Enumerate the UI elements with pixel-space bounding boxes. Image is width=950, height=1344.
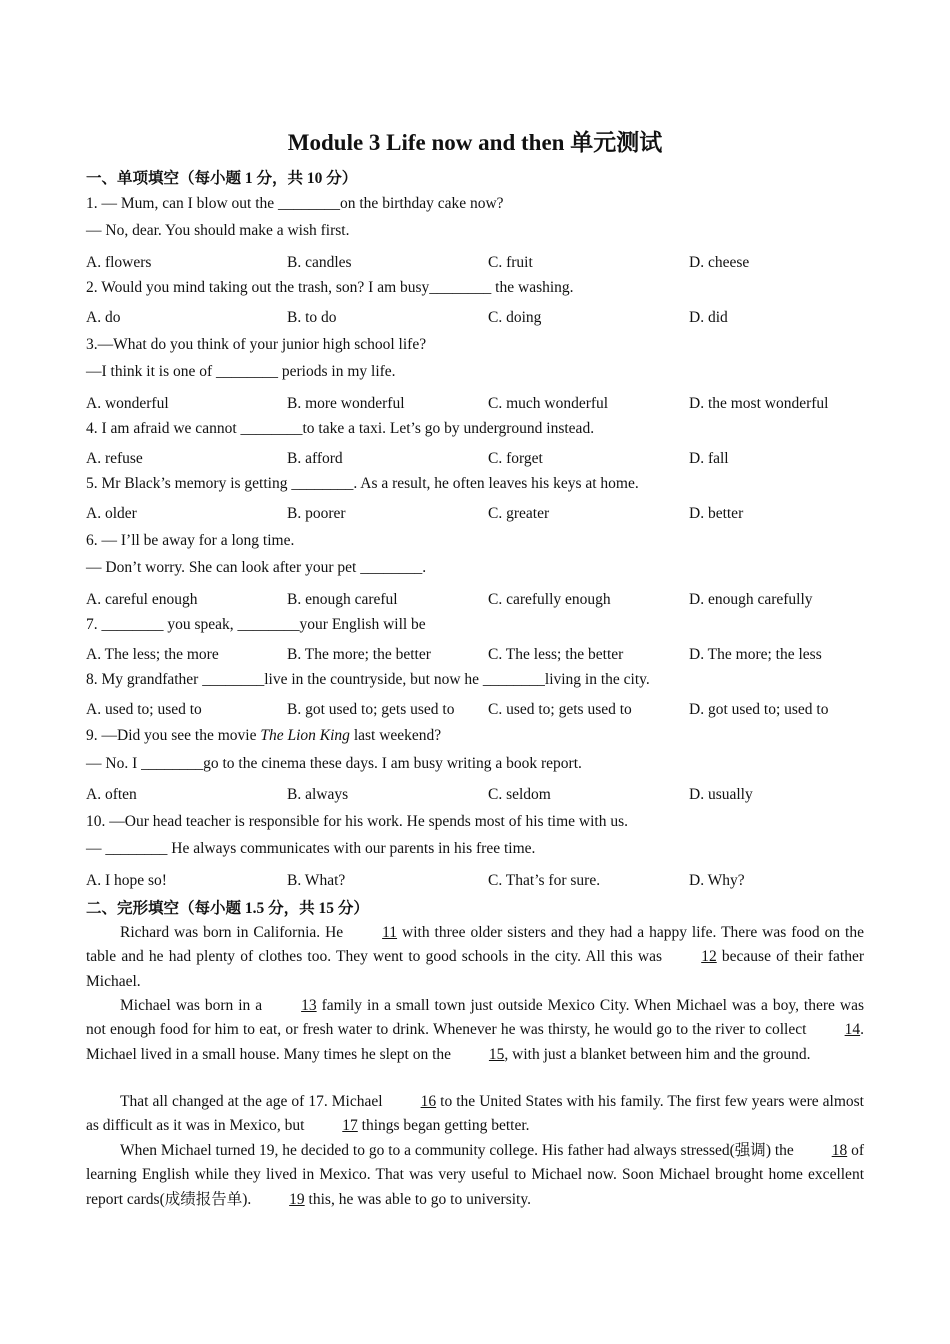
option-d: D. did: [689, 309, 728, 326]
option-c: C. carefully enough: [488, 591, 611, 608]
paragraph-text: That all changed at the age of 17. Michael: [120, 1093, 387, 1110]
blank-13: 13: [301, 997, 317, 1014]
question-3-line-2: —I think it is one of ________ periods in my life.: [86, 363, 396, 380]
blank-17: 17: [342, 1117, 358, 1135]
option-d: D. fall: [689, 450, 729, 467]
paragraph-text: to the United States with his family. The first few years were almost as difficult as it was in Mexico, but: [86, 1093, 864, 1135]
question-9-options: [86, 785, 866, 805]
option-a: A. refuse: [86, 450, 143, 467]
question-1-line-2: — No, dear. You should make a wish first.: [86, 222, 350, 239]
option-a: A. older: [86, 505, 137, 522]
paragraph-text: because of their father Michael.: [86, 948, 864, 990]
question-6-line-1: 6. — I’ll be away for a long time.: [86, 532, 295, 549]
blank-18: 18: [831, 1142, 848, 1159]
option-a: A. often: [86, 786, 137, 803]
blank-16: 16: [420, 1093, 437, 1110]
paragraph-text: When Michael turned 19, he decided to go to a community college. His father had always stressed(强调) the: [120, 1142, 798, 1159]
option-c: C. used to; gets used to: [488, 701, 632, 718]
paragraph-text: . Michael lived in a small house. Many times he slept on the: [86, 1021, 864, 1063]
cloze-paragraph-2: [86, 994, 864, 1067]
question-9-text-pre: 9. —Did you see the movie: [86, 727, 261, 744]
option-c: C. That’s for sure.: [488, 872, 601, 889]
paragraph-text: this, he was able to go to university.: [304, 1190, 531, 1208]
question-1-line-1: 1. — Mum, can I blow out the ________on the birthday cake now?: [86, 195, 504, 212]
option-b: B. enough careful: [287, 591, 398, 608]
section-heading-single-choice: 一、单项填空（每小题 1 分，共 10 分）: [86, 170, 358, 187]
option-c: C. much wonderful: [488, 395, 609, 412]
blank-11: 11: [382, 924, 398, 941]
question-6-options: [86, 590, 866, 610]
option-a: A. The less; the more: [86, 646, 219, 663]
paragraph-text: of learning English while they lived in Mexico. That was very useful to Michael now. Soon Michael brought home excellent report cards(成绩报告单).: [86, 1142, 864, 1208]
option-a: A. I hope so!: [86, 872, 167, 889]
paragraph-text: family in a small town just outside Mexico City. When Michael was a boy, there was not enough food for him to eat, or fresh water to drink. Whenever he was thirsty, he would go to the river to collect: [86, 997, 864, 1039]
option-d: D. better: [689, 505, 744, 522]
blank-19: 19: [289, 1190, 305, 1208]
option-b: B. afford: [287, 450, 343, 467]
option-d: D. Why?: [689, 872, 745, 889]
option-c: C. seldom: [488, 786, 551, 803]
question-5-line-1: 5. Mr Black’s memory is getting ________. As a result, he often leaves his keys at home.: [86, 475, 639, 492]
question-7-options: [86, 645, 866, 665]
option-a: A. wonderful: [86, 395, 169, 412]
option-c: C. greater: [488, 505, 550, 522]
page-title: Module 3 Life now and then 单元测试: [287, 130, 663, 155]
question-2-options: [86, 308, 866, 328]
option-c: C. fruit: [488, 254, 533, 271]
blank-15: 15: [488, 1045, 505, 1063]
option-c: C. forget: [488, 450, 543, 467]
question-10-line-1: 10. —Our head teacher is responsible for his work. He spends most of his time with us.: [86, 813, 628, 830]
option-b: B. poorer: [287, 505, 346, 522]
section-heading-cloze: 二、完形填空（每小题 1.5 分，共 15 分）: [86, 900, 369, 917]
question-4-line-1: 4. I am afraid we cannot ________to take a taxi. Let’s go by underground instead.: [86, 420, 595, 437]
option-b: B. The more; the better: [287, 646, 431, 663]
option-b: B. got used to; gets used to: [287, 701, 455, 718]
cloze-paragraph-3: [86, 1090, 864, 1139]
question-10-options: [86, 871, 866, 891]
option-d: D. usually: [689, 786, 753, 803]
blank-12: 12: [701, 948, 717, 966]
option-c: C. The less; the better: [488, 646, 624, 663]
option-d: D. The more; the less: [689, 646, 822, 663]
paragraph-text: , with just a blanket between him and the ground.: [504, 1045, 811, 1063]
paragraph-text: Michael was born in a: [120, 997, 268, 1014]
option-b: B. more wonderful: [287, 395, 405, 412]
question-8-options: [86, 700, 866, 720]
question-3-options: [86, 394, 866, 414]
option-a: A. flowers: [86, 254, 152, 271]
question-6-line-2: — Don’t worry. She can look after your pet ________.: [86, 559, 427, 576]
option-a: A. do: [86, 309, 121, 326]
question-1-options: [86, 253, 866, 273]
question-10-line-2: — ________ He always communicates with our parents in his free time.: [86, 840, 536, 857]
option-d: D. enough carefully: [689, 591, 813, 608]
option-a: A. careful enough: [86, 591, 198, 608]
cloze-paragraph-1: [86, 921, 864, 994]
movie-title: The Lion King: [260, 727, 350, 744]
question-7-line-1: 7. ________ you speak, ________your English will be: [86, 616, 426, 633]
question-9-line-1: [86, 726, 441, 746]
option-d: D. the most wonderful: [689, 395, 829, 412]
cloze-paragraph-4: [86, 1139, 864, 1212]
question-4-options: [86, 449, 866, 469]
question-9-line-2: — No. I ________go to the cinema these days. I am busy writing a book report.: [86, 755, 582, 772]
question-9-text-post: last weekend?: [349, 727, 442, 744]
option-d: D. cheese: [689, 254, 750, 271]
blank-14: 14: [844, 1021, 861, 1039]
paragraph-text: things began getting better.: [357, 1117, 530, 1135]
option-c: C. doing: [488, 309, 542, 326]
question-2-line-1: 2. Would you mind taking out the trash, son? I am busy________ the washing.: [86, 279, 574, 296]
option-b: B. What?: [287, 872, 346, 889]
paragraph-text: Richard was born in California. He: [120, 924, 349, 941]
option-d: D. got used to; used to: [689, 701, 829, 718]
option-a: A. used to; used to: [86, 701, 202, 718]
question-3-line-1: 3.—What do you think of your junior high school life?: [86, 336, 427, 353]
question-8-line-1: 8. My grandfather ________live in the countryside, but now he ________living in the city.: [86, 671, 650, 688]
question-5-options: [86, 504, 866, 524]
option-b: B. always: [287, 786, 349, 803]
option-b: B. to do: [287, 309, 337, 326]
paragraph-text: with three older sisters and they had a happy life. There was food on the table and he had plenty of clothes too. They went to good schools in the city. All this was: [86, 924, 864, 966]
option-b: B. candles: [287, 254, 352, 271]
